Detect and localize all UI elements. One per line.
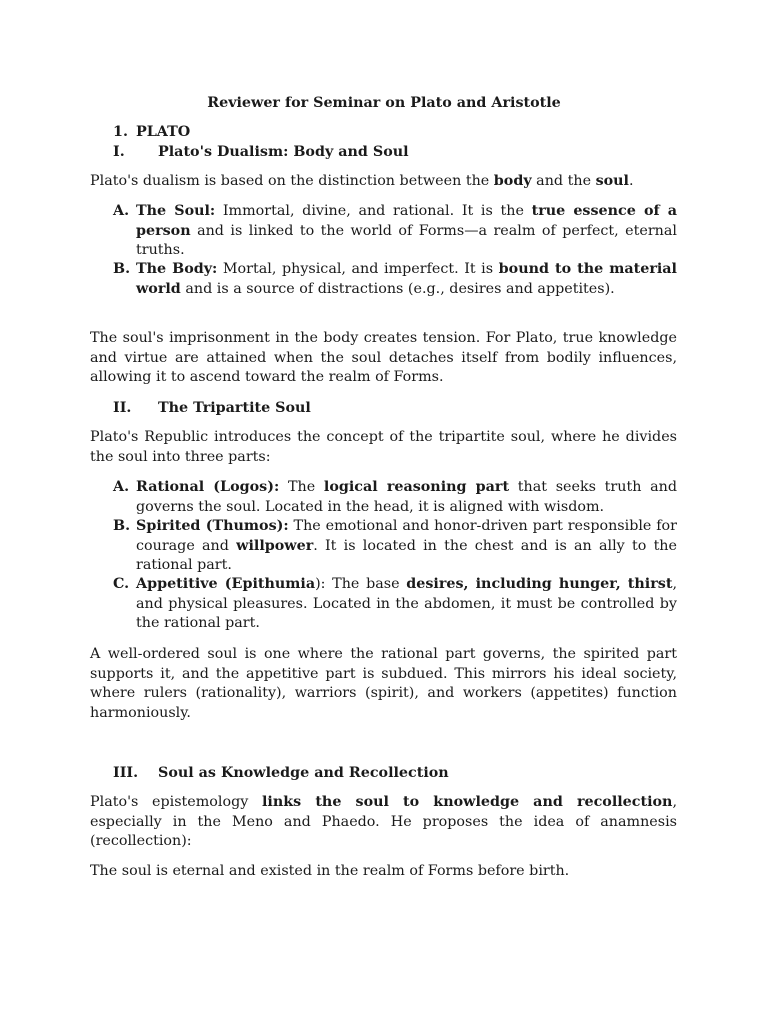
list-item-rational [113, 478, 677, 517]
text-run: , and physical pleasures. Located in the abdomen, it must be controlled by the rational part. [136, 576, 677, 632]
text-run: Immortal, divine, and rational. It is the [215, 203, 532, 219]
paragraph-well-ordered: A well-ordered soul is one where the rational part governs, the spirited part supports it, and the appetitive part is subdued. This mirrors his ideal society, where rulers (rationality), warriors (spirit), and workers (appetites) function harmoniously. [90, 646, 677, 721]
list-item-soul [113, 202, 677, 261]
bold-phrase: links the soul to knowledge and recollection [262, 794, 673, 810]
bold-term-body: body [493, 173, 532, 189]
bold-phrase: desires, including hunger, thirst [406, 576, 673, 592]
text-run: and is a source of distractions (e.g., desires and appetites). [180, 280, 615, 297]
heading-numeral-2: II. [113, 400, 132, 416]
list-label: A. [113, 203, 130, 219]
list-item-spirited [113, 517, 677, 576]
list-item-body [113, 260, 677, 299]
section-title-plato: PLATO [136, 124, 191, 140]
paragraph-tension: The soul's imprisonment in the body creates tension. For Plato, true knowledge and virtue are attained when the soul detaches itself from bodily influences, allowing it to ascend toward the realm of Forms. [90, 330, 677, 386]
list-item-term: Spirited (Thumos): [136, 518, 289, 534]
paragraph-republic: Plato's Republic introduces the concept of the tripartite soul, where he divides the soul into three parts: [90, 429, 677, 465]
list-item-term: Rational (Logos): [136, 479, 280, 495]
text-run: and the [531, 173, 596, 189]
list-label: C. [113, 576, 130, 592]
text-run: . It is located in the chest and is an ally to the rational part. [136, 537, 677, 574]
bold-phrase: willpower [236, 537, 314, 554]
text-run: and is linked to the world of Forms—a realm of perfect, eternal truths. [136, 222, 677, 259]
bold-term-soul: soul [595, 173, 629, 189]
text-run: The emotional and honor-driven part responsible for courage and [136, 518, 677, 554]
list-item-term: The Soul: [136, 203, 216, 219]
text-run: , especially in the Meno and Phaedo. He proposes the idea of anamnesis (recollection): [90, 794, 677, 850]
text-run: that seeks truth and governs the soul. Located in the head, it is aligned with wisdom. [136, 479, 677, 515]
list-label: B. [113, 261, 131, 277]
heading-numeral-1: I. [113, 144, 125, 160]
paragraph-epistemology [90, 793, 677, 852]
list-item-appetitive [113, 575, 677, 634]
paragraph-soul-eternal: The soul is eternal and existed in the realm of Forms before birth. [90, 863, 570, 879]
text-run: ): The base [315, 576, 407, 592]
bold-phrase: logical reasoning part [323, 479, 510, 495]
paragraph-dualism-intro [90, 172, 677, 192]
list-label: A. [113, 479, 130, 495]
bold-phrase: bound to the material world [136, 261, 677, 297]
section-number: 1. [113, 124, 128, 140]
list-item-term: Appetitive (Epithumia [136, 576, 316, 592]
text-run: The [279, 479, 324, 495]
heading-numeral-3: III. [113, 765, 139, 781]
text-run: Plato's epistemology [90, 794, 262, 810]
list-item-term: The Body: [136, 261, 218, 277]
heading-dualism: Plato's Dualism: Body and Soul [158, 144, 409, 160]
list-label: B. [113, 518, 131, 534]
bold-phrase: true essence of a person [136, 203, 678, 239]
heading-tripartite: The Tripartite Soul [158, 400, 311, 416]
heading-recollection: Soul as Knowledge and Recollection [158, 765, 449, 781]
text-run: Plato's dualism is based on the distinction between the [90, 173, 494, 189]
text-run: Mortal, physical, and imperfect. It is [217, 261, 499, 277]
document-title: Reviewer for Seminar on Plato and Aristotle [207, 95, 561, 111]
text-run: . [629, 173, 634, 189]
